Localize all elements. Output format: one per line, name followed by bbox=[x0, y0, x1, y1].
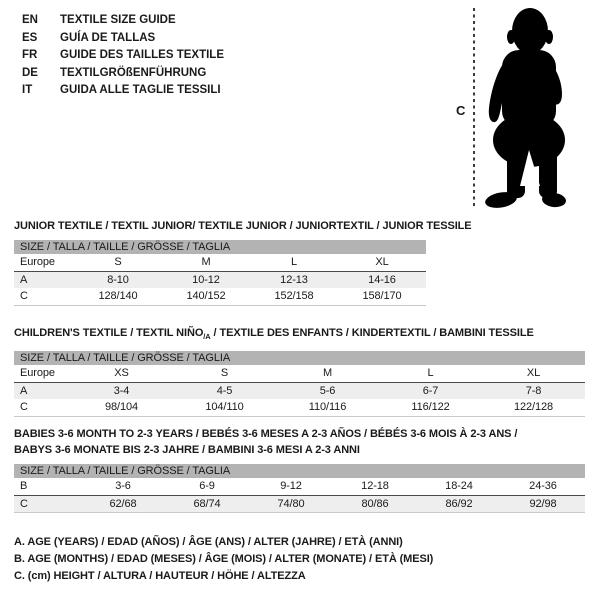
toddler-silhouette bbox=[482, 6, 594, 212]
size-header-bar: SIZE / TALLA / TAILLE / GRÖSSE / TAGLIA bbox=[14, 351, 585, 365]
table-row-europe bbox=[14, 254, 426, 271]
legend-label: GUÍA DE TALLAS bbox=[60, 31, 156, 44]
childrens-size-table bbox=[14, 365, 585, 417]
table-row-height bbox=[14, 288, 426, 305]
height-cell: 68/74 bbox=[165, 495, 249, 512]
height-cell: 98/104 bbox=[104, 401, 139, 414]
age-cell: 14-16 bbox=[338, 271, 426, 288]
height-cell: 152/158 bbox=[274, 290, 314, 303]
height-cell: 140/152 bbox=[186, 290, 226, 303]
title-subscript: /A bbox=[203, 332, 211, 342]
age-cell: 12-18 bbox=[333, 478, 417, 495]
age-cell: 6-7 bbox=[379, 382, 482, 399]
babies-table-title bbox=[14, 426, 585, 458]
legend-row-en bbox=[22, 12, 224, 30]
height-cell: 104/110 bbox=[205, 401, 244, 414]
legend-row-it bbox=[22, 82, 224, 100]
table-row-age bbox=[14, 382, 585, 399]
size-cell: XL bbox=[482, 365, 585, 382]
footnote-a: A. AGE (YEARS) / EDAD (AÑOS) / ÂGE (ANS) / ALTER (JAHRE) / ETÀ (ANNI) bbox=[14, 536, 403, 548]
legend-row-de bbox=[22, 65, 224, 83]
size-header-bar: SIZE / TALLA / TAILLE / GRÖSSE / TAGLIA bbox=[14, 464, 585, 478]
age-cell: 10-12 bbox=[162, 271, 250, 288]
table-row-europe bbox=[14, 365, 585, 382]
title-text: JUNIOR TEXTILE / TEXTIL JUNIOR/ TEXTILE JUNIOR / JUNIORTEXTIL / JUNIOR TESSILE bbox=[14, 220, 472, 232]
size-cell: M bbox=[162, 254, 250, 271]
height-cell: 128/140 bbox=[98, 290, 138, 303]
legend-row-es bbox=[22, 30, 224, 48]
junior-table-title bbox=[14, 218, 472, 234]
height-cell: 92/98 bbox=[501, 495, 585, 512]
legend-label: GUIDA ALLE TAGLIE TESSILI bbox=[60, 84, 221, 96]
junior-size-table bbox=[14, 254, 426, 306]
title-line1: BABIES 3-6 MONTH TO 2-3 YEARS / BEBÉS 3-6 MESES A 2-3 AÑOS / BÉBÉS 3-6 MOIS À 2-3 ANS / bbox=[14, 428, 518, 440]
language-code: DE bbox=[22, 66, 38, 79]
row-label: Europe bbox=[14, 254, 74, 271]
age-cell: 18-24 bbox=[417, 478, 501, 495]
height-cell: 62/68 bbox=[81, 495, 165, 512]
size-cell: XL bbox=[338, 254, 426, 271]
size-cell: L bbox=[250, 254, 338, 271]
size-header-bar: SIZE / TALLA / TAILLE / GRÖSSE / TAGLIA bbox=[14, 240, 426, 254]
legend-label: TEXTILGRÖßENFÜHRUNG bbox=[60, 66, 207, 79]
footnote-b: B. AGE (MONTHS) / EDAD (MESES) / ÂGE (MOIS) / ALTER (MONATE) / ETÀ (MESI) bbox=[14, 553, 434, 565]
height-cell: 122/128 bbox=[513, 401, 554, 414]
age-cell: 24-36 bbox=[501, 478, 585, 495]
childrens-textile-section bbox=[14, 325, 585, 417]
row-label: C bbox=[14, 495, 81, 512]
language-code: IT bbox=[22, 84, 33, 96]
row-label: Europe bbox=[14, 365, 70, 382]
babies-size-table bbox=[14, 478, 585, 513]
age-cell: 12-13 bbox=[250, 271, 338, 288]
row-label: B bbox=[14, 478, 81, 495]
row-label: C bbox=[20, 401, 28, 414]
title-text: CHILDREN'S TEXTILE / TEXTIL NIÑO bbox=[14, 327, 204, 339]
age-cell: 4-5 bbox=[173, 382, 276, 399]
title-text: / TEXTILE DES ENFANTS / KINDERTEXTIL / BAMBINI TESSILE bbox=[210, 327, 534, 339]
age-cell: 7-8 bbox=[482, 382, 585, 399]
age-cell: 6-9 bbox=[165, 478, 249, 495]
age-cell: 8-10 bbox=[74, 271, 162, 288]
table-row-age-months bbox=[14, 478, 585, 495]
legend-row-fr bbox=[22, 47, 224, 65]
height-cell: 86/92 bbox=[417, 495, 501, 512]
size-cell: L bbox=[379, 365, 482, 382]
age-cell: 9-12 bbox=[249, 478, 333, 495]
junior-textile-section bbox=[14, 218, 472, 306]
age-cell: 3-6 bbox=[81, 478, 165, 495]
footnote-c: C. (cm) HEIGHT / ALTURA / HAUTEUR / HÖHE / ALTEZZA bbox=[14, 570, 306, 582]
height-cell: 158/170 bbox=[362, 290, 402, 303]
size-cell: S bbox=[74, 254, 162, 271]
title-line2: BABYS 3-6 MONATE BIS 2-3 JAHRE / BAMBINI 3-6 MESI A 2-3 ANNI bbox=[14, 444, 360, 456]
size-cell: XS bbox=[70, 365, 173, 382]
age-cell: 3-4 bbox=[70, 382, 173, 399]
height-cell: 74/80 bbox=[249, 495, 333, 512]
footnote-legend bbox=[14, 534, 433, 585]
table-row-age bbox=[14, 271, 426, 288]
table-row-height bbox=[14, 495, 585, 512]
size-cell: M bbox=[276, 365, 379, 382]
language-code: EN bbox=[22, 14, 38, 26]
childrens-table-title bbox=[14, 325, 585, 345]
row-label: A bbox=[14, 382, 70, 399]
legend-label: TEXTILE SIZE GUIDE bbox=[60, 14, 176, 26]
language-legend bbox=[22, 12, 224, 100]
size-cell: S bbox=[173, 365, 276, 382]
height-cell: 110/116 bbox=[308, 401, 347, 414]
height-marker-label: C bbox=[456, 103, 466, 118]
age-cell: 5-6 bbox=[276, 382, 379, 399]
row-label: A bbox=[14, 271, 74, 288]
height-dotted-line bbox=[473, 8, 475, 209]
row-label: C bbox=[20, 290, 28, 303]
legend-label: GUIDE DES TAILLES TEXTILE bbox=[60, 49, 224, 61]
height-cell: 80/86 bbox=[333, 495, 417, 512]
babies-textile-section bbox=[14, 426, 585, 513]
language-code: FR bbox=[22, 49, 38, 61]
table-row-height bbox=[14, 399, 585, 416]
height-cell: 116/122 bbox=[411, 401, 450, 414]
language-code: ES bbox=[22, 31, 38, 44]
